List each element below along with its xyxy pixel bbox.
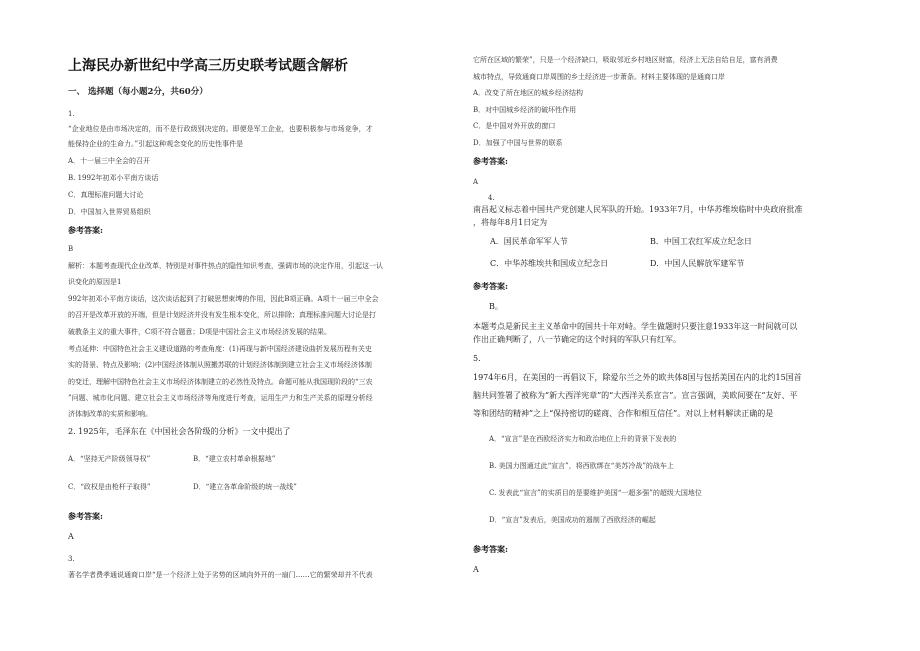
question-5-stem-line-1: 1974年6月，在美国的一再倡议下，除爱尔兰之外的欧共体8国与包括美国在内的北约15国首 bbox=[473, 373, 802, 382]
question-5-option-d: D．“宣言”发表后，美国成功的遏制了西欧经济的崛起 bbox=[489, 516, 656, 524]
question-1-explanation-line: 的变迁，理解中国特色社会主义市场经济体制建立的必然性及特点。命题可能从我国现阶段的“三农 bbox=[68, 378, 373, 386]
question-2-option-a: A．“坚持无产阶级领导权” bbox=[68, 455, 151, 463]
question-1-explanation-line: 992年初邓小平南方谈话，这次谈话起到了打破思想束缚的作用，因此B项正确。A项十一届三中全会 bbox=[68, 295, 379, 303]
question-3-answer-label: 参考答案: bbox=[473, 156, 508, 166]
question-4-number: 4. bbox=[488, 194, 495, 202]
question-3-stem-line-2: 它所在区域的繁荣”，只是一个经济缺口，吸取邻近乡村地区财富，经济上无法自给自足，富有消费 bbox=[473, 56, 778, 64]
question-1-stem-line-2: 能保持企业的生命力。”引起这种观念变化的历史性事件是 bbox=[68, 140, 244, 148]
question-5-stem-line-3: 等和团结的精神”之上“保持密切的磋商、合作和相互信任”。对以上材料解读正确的是 bbox=[473, 409, 774, 418]
question-3-answer: A bbox=[473, 178, 479, 186]
document-title: 上海民办新世纪中学高三历史联考试题含解析 bbox=[68, 58, 348, 74]
question-5-option-c: C. 发表此“宣言”的实质目的是要维护美国“一超多强”的超级大国地位 bbox=[489, 489, 702, 497]
section-heading: 一、 选择题（每小题2分，共60分） bbox=[68, 87, 208, 97]
question-3-option-d: D．加强了中国与世界的联系 bbox=[473, 139, 563, 147]
question-5-answer-label: 参考答案: bbox=[473, 544, 508, 554]
question-5-option-a: A．“宣言”是在西欧经济实力和政治地位上升的背景下发表的 bbox=[489, 435, 677, 443]
question-2-answer: A bbox=[68, 532, 74, 541]
question-4-stem-line-2: ，将每年8月1日定为 bbox=[473, 218, 548, 227]
question-1-explanation-line: 的召开是改革开放的开端，但是计划经济并没有发生根本变化，所以排除；真理标准问题大讨论是打 bbox=[68, 311, 376, 319]
question-5-option-b: B. 美国力图通过此“宣言”，将西欧绑在“美苏冷战”的战车上 bbox=[489, 462, 674, 470]
question-1-stem-line-1: “企业地位是由市场决定的，而不是行政级别决定的。即便是军工企业，也要积极参与市场竞争，才 bbox=[68, 125, 373, 133]
question-5-number: 5. bbox=[473, 354, 481, 363]
question-4-answer-label: 参考答案: bbox=[473, 281, 508, 291]
question-2-option-c: C．“政权是由枪杆子取得” bbox=[68, 483, 151, 491]
question-1-answer: B bbox=[68, 245, 74, 253]
question-1-option-b: B. 1992年初邓小平南方谈话 bbox=[68, 174, 159, 182]
question-4-answer: B。 bbox=[489, 302, 503, 311]
question-1-explanation-line: 济体制改革的实质和影响。 bbox=[68, 410, 152, 418]
question-2-option-d: D．“建立各革命阶级的统一战线” bbox=[193, 483, 297, 491]
question-1-answer-label: 参考答案: bbox=[68, 225, 103, 235]
question-3-option-a: A．改变了所在地区的城乡经济结构 bbox=[473, 89, 584, 97]
question-1-explanation-line: 破教条主义的重大事件，C项不符合题意；D项是中国社会主义市场经济发展的结果。 bbox=[68, 328, 331, 336]
question-5-answer: A bbox=[473, 565, 479, 574]
question-1-number: 1. bbox=[68, 110, 75, 118]
question-2-option-b: B．“建立农村革命根据地” bbox=[193, 455, 276, 463]
question-3-option-c: C．是中国对外开放的窗口 bbox=[473, 122, 556, 130]
question-2-stem: 2. 1925年，毛泽东在《中国社会各阶级的分析》一文中提出了 bbox=[68, 427, 291, 436]
question-4-option-c: C．中华苏维埃共和国成立纪念日 bbox=[490, 259, 609, 268]
question-1-option-c: C．真理标准问题大讨论 bbox=[68, 191, 144, 199]
question-3-stem-line-1: 著名学者费孝通说通商口岸“是一个经济上处于劣势的区域向外开的一扇门……它的繁荣却并不代表 bbox=[68, 571, 373, 579]
question-1-option-a: A．十一届三中全会的召开 bbox=[68, 157, 151, 165]
question-1-option-d: D．中国加入世界贸易组织 bbox=[68, 208, 151, 216]
question-4-explanation-line: 作出正确判断了，八一节确定的这个时间的军队只有红军。 bbox=[473, 335, 681, 344]
question-3-stem-line-3: 城市特点，导致通商口岸周围的乡土经济进一步萧条。材料主要体现的是通商口岸 bbox=[473, 73, 725, 81]
question-1-explanation-line: 考点延伸：中国特色社会主义建设道路的考查角度：(1)再现与新中国经济建设曲折发展历程有关史 bbox=[68, 345, 372, 353]
question-5-stem-line-2: 脑共同签署了被称为“新大西洋宪章”的“大西洋关系宣言”。宣言强调，美欧间要在“友好、平 bbox=[473, 391, 798, 400]
question-4-option-d: D．中国人民解放军建军节 bbox=[650, 259, 745, 268]
question-1-explanation-line: 解析：本题考查现代企业改革，特别是对事件热点的隐性知识考查，强调市场的决定作用，引起这一认 bbox=[68, 262, 383, 270]
question-4-option-a: A．国民革命军军人节 bbox=[490, 237, 568, 246]
question-3-option-b: B．对中国城乡经济的破坏性作用 bbox=[473, 106, 577, 114]
question-4-option-b: B．中国工农红军成立纪念日 bbox=[650, 237, 752, 246]
question-3-number: 3. bbox=[68, 555, 75, 563]
question-1-explanation-line: ”问题、城市化问题、建立社会主义市场经济等角度进行考查，运用生产力和生产关系的原理分析经 bbox=[68, 394, 373, 402]
question-2-answer-label: 参考答案: bbox=[68, 511, 103, 521]
question-1-explanation-line: 实的背景、特点及影响；(2)中国经济体制从照搬苏联的计划经济体制到建立社会主义市场经济体制 bbox=[68, 361, 372, 369]
question-4-stem-line-1: 南昌起义标志着中国共产党创建人民军队的开始。1933年7月，中华苏维埃临时中央政府批准 bbox=[473, 205, 803, 214]
question-1-explanation-line: 识变化的原因是1 bbox=[68, 278, 122, 286]
question-4-explanation-line: 本题考点是新民主主义革命中的国共十年对峙。学生做题时只要注意1933年这一时间就可以 bbox=[473, 322, 798, 331]
